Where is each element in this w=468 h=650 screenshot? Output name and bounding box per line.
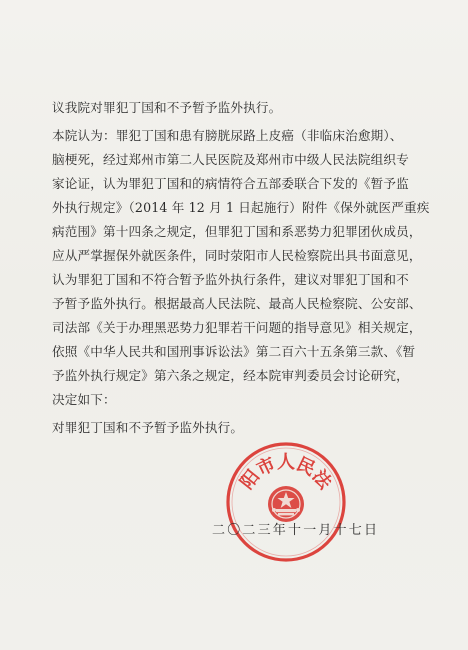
- document-line: 脑梗死，经过郑州市第二人民医院及郑州市中级人民法院组织专: [52, 152, 409, 167]
- seal-text: 阳市人民法: [236, 452, 336, 494]
- court-seal: [224, 440, 348, 564]
- document-line: 家论证，认为罪犯丁国和的病情符合五部委联合下发的《暂予监: [52, 176, 409, 191]
- document-line: 外执行规定》（2014 年 12 月 1 日起施行）附件《保外就医严重疾: [52, 200, 430, 215]
- seal-icon: [224, 440, 348, 564]
- document-line: 应从严掌握保外就医条件，同时荥阳市人民检察院出具书面意见，: [52, 248, 422, 263]
- document-date: 二〇二三年十一月十七日: [212, 523, 380, 538]
- document-line: 决定如下：: [52, 392, 116, 407]
- document-line: 依照《中华人民共和国刑事诉讼法》第二百六十五条第三款、《暂: [52, 344, 416, 359]
- document-line: 认为罪犯丁国和不符合暂予监外执行条件，建议对罪犯丁国和不: [52, 272, 409, 287]
- document-line: 议我院对罪犯丁国和不予暂予监外执行。: [52, 100, 282, 115]
- document-line: 予暂予监外执行。根据最高人民法院、最高人民检察院、公安部、: [52, 296, 422, 311]
- national-emblem-icon: [268, 486, 304, 522]
- document-line: 司法部《关于办理黑恶势力犯罪若干问题的指导意见》相关规定，: [52, 320, 422, 335]
- document-line: 予监外执行规定》第六条之规定，经本院审判委员会讨论研究，: [52, 368, 409, 383]
- document-line: 本院认为：罪犯丁国和患有膀胱尿路上皮癌（非临床治愈期）、: [52, 128, 403, 143]
- document-line: 病范围》第十四条之规定，但罪犯丁国和系恶势力犯罪团伙成员，: [52, 224, 422, 239]
- document-line: 对罪犯丁国和不予暂予监外执行。: [52, 420, 244, 435]
